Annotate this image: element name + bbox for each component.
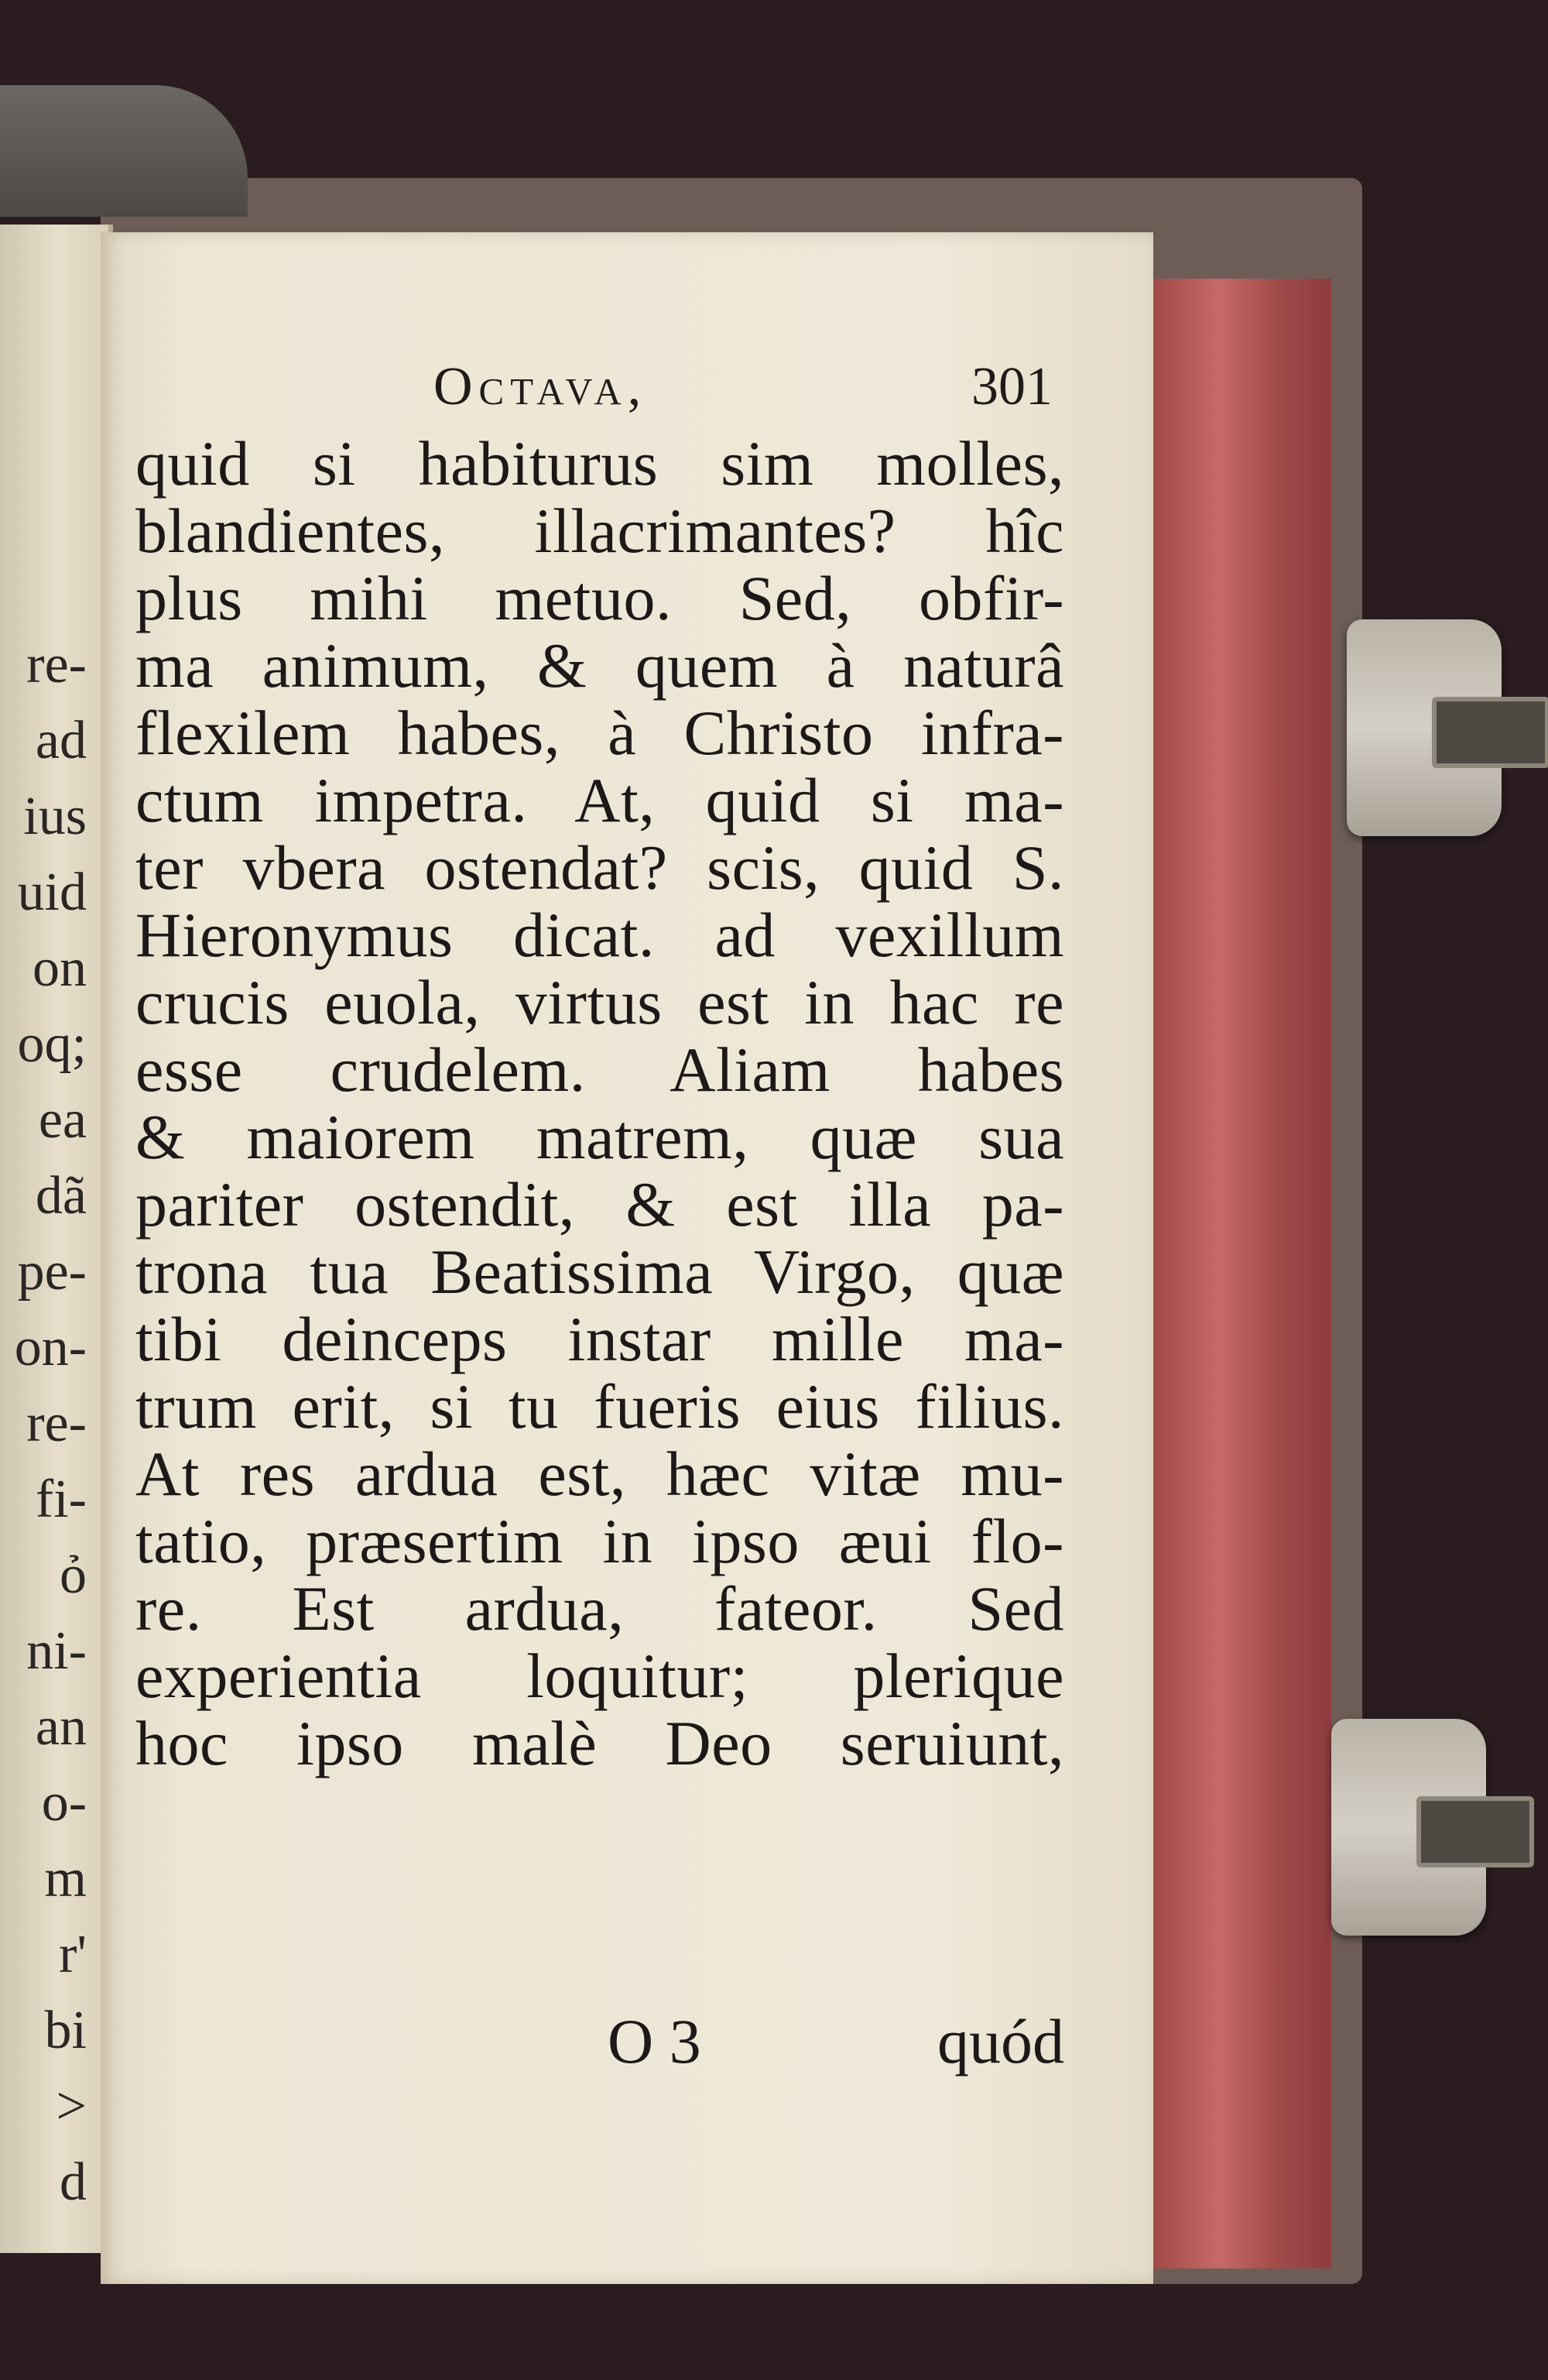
page-footer bbox=[135, 2005, 1064, 2083]
signature-mark: O 3 bbox=[608, 2006, 701, 2076]
catchword: quód bbox=[937, 2006, 1064, 2076]
text-line: pariter ostendit, & est illa pa- bbox=[135, 1169, 1064, 1240]
page-number: 301 bbox=[971, 357, 1053, 417]
text-line: trum erit, si tu fueris eius filius. bbox=[135, 1371, 1064, 1442]
left-page-fragment-text: re- bbox=[26, 1394, 87, 1453]
left-page-fragment-text: dã bbox=[35, 1166, 87, 1226]
text-line: crucis euola, virtus est in hac re bbox=[135, 967, 1064, 1037]
text-line: re. Est ardua, fateor. Sed bbox=[135, 1573, 1064, 1644]
left-page-fragment-text: ni- bbox=[26, 1621, 87, 1681]
left-page-fragment-text: on bbox=[33, 938, 87, 998]
left-page-fragment-text: bi bbox=[44, 2001, 87, 2060]
text-line: quid si habiturus sim molles, bbox=[135, 428, 1064, 499]
text-line: flexilem habes, à Christo infra- bbox=[135, 698, 1064, 768]
left-page-fragment-text: ea bbox=[38, 1090, 87, 1150]
left-page-fragment-text: pe- bbox=[17, 1242, 87, 1301]
book-spine-shadow bbox=[0, 85, 248, 217]
left-page-fragment-text: uid bbox=[17, 862, 87, 922]
page-header bbox=[317, 356, 1068, 434]
text-line: & maiorem matrem, quæ sua bbox=[135, 1102, 1064, 1172]
left-page-fragment-text: ius bbox=[23, 787, 87, 846]
left-page-fragment-text: fi- bbox=[35, 1469, 87, 1529]
text-line: tatio, præsertim in ipso æui flo- bbox=[135, 1506, 1064, 1576]
top-clasp bbox=[1347, 619, 1502, 836]
text-line: tibi deinceps instar mille ma- bbox=[135, 1304, 1064, 1374]
page-edges bbox=[1146, 279, 1331, 2269]
text-line: ter vbera ostendat? scis, quid S. bbox=[135, 832, 1064, 903]
text-line: Hieronymus dicat. ad vexillum bbox=[135, 900, 1064, 970]
running-title: Octava, bbox=[433, 357, 648, 417]
left-page-fragment-text: an bbox=[35, 1697, 87, 1757]
text-line: ctum impetra. At, quid si ma- bbox=[135, 765, 1064, 835]
left-page-fragment-text: r' bbox=[59, 1925, 87, 1984]
left-page-fragment-text: re- bbox=[26, 635, 87, 694]
left-page-fragment-text: > bbox=[56, 2076, 87, 2136]
text-line: plus mihi metuo. Sed, obfir- bbox=[135, 563, 1064, 633]
left-page-fragment-text: m bbox=[44, 1849, 87, 1908]
text-line: esse crudelem. Aliam habes bbox=[135, 1034, 1064, 1105]
text-line: ma animum, & quem à naturâ bbox=[135, 630, 1064, 701]
left-page-fragment bbox=[0, 225, 113, 2253]
left-page-fragment-text: on- bbox=[14, 1318, 87, 1377]
left-page-fragment-text: d bbox=[60, 2152, 87, 2212]
left-page-fragment-text: o- bbox=[41, 1773, 87, 1833]
bottom-clasp bbox=[1331, 1719, 1486, 1936]
body-text bbox=[135, 430, 1064, 1777]
text-line: trona tua Beatissima Virgo, quæ bbox=[135, 1236, 1064, 1307]
text-line: blandientes, illacrimantes? hîc bbox=[135, 496, 1064, 566]
left-page-text-fragments bbox=[0, 627, 101, 2221]
left-page-fragment-text: oq; bbox=[17, 1014, 87, 1074]
text-line: experientia loquitur; plerique bbox=[135, 1641, 1064, 1711]
left-page-fragment-text: ad bbox=[35, 711, 87, 770]
text-line: At res ardua est, hæc vitæ mu- bbox=[135, 1439, 1064, 1509]
left-page-fragment-text: ỏ bbox=[60, 1545, 87, 1605]
text-line: hoc ipso malè Deo seruiunt, bbox=[135, 1708, 1064, 1778]
